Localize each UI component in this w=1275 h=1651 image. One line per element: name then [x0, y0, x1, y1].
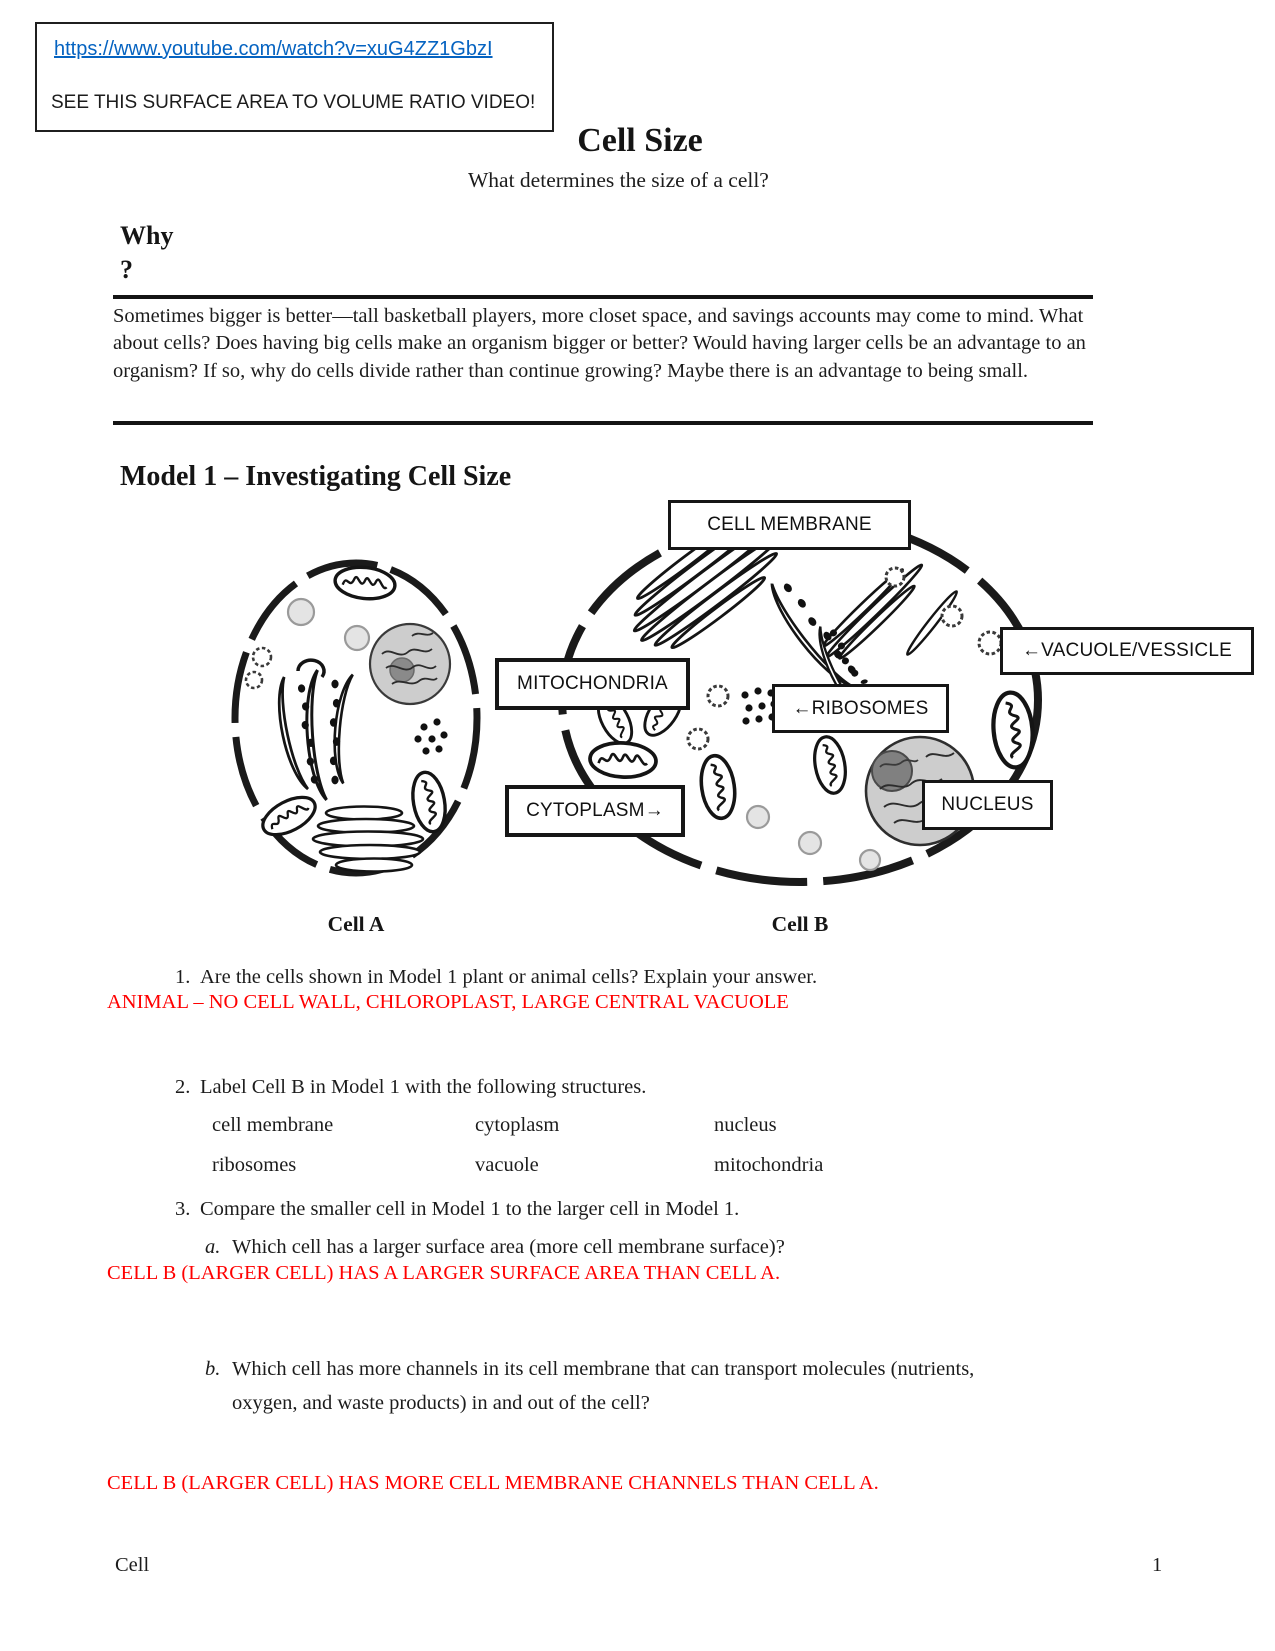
question-3a-letter: a. — [205, 1236, 221, 1258]
structure-item: ribosomes — [212, 1154, 297, 1176]
question-3b-letter: b. — [205, 1358, 221, 1380]
vesicle-icon — [288, 599, 314, 625]
youtube-link[interactable]: https://www.youtube.com/watch?v=xuG4ZZ1GbzI — [54, 38, 493, 60]
page-title: Cell Size — [577, 122, 703, 159]
structure-item: nucleus — [714, 1114, 777, 1136]
video-link-box — [35, 22, 554, 132]
video-note-text: SEE THIS SURFACE AREA TO VOLUME RATIO VIDEO! — [51, 92, 536, 113]
label-mitochondria: MITOCHONDRIA — [495, 658, 690, 710]
mitochondrion-icon — [589, 741, 657, 779]
ribosome-cluster-drawing — [414, 718, 447, 754]
question-1-number: 1. — [175, 966, 191, 988]
structure-item: cytoplasm — [475, 1114, 560, 1136]
divider-top — [113, 295, 1093, 299]
question-3b-text: Which cell has more channels in its cell membrane that can transport molecules (nutrients, oxygen, and waste products) in and out of the cell? — [232, 1358, 975, 1414]
question-3a-text: Which cell has a larger surface area (more cell membrane surface)? — [232, 1236, 785, 1258]
er-hook-drawing — [298, 660, 324, 677]
question-3 — [175, 1196, 739, 1223]
structure-item: cell membrane — [212, 1114, 334, 1136]
question-2-text: Label Cell B in Model 1 with the following structures. — [200, 1076, 647, 1098]
mitochondrion-icon — [257, 790, 321, 843]
intro-paragraph: Sometimes bigger is better—tall basketball players, more closet space, and savings accounts may come to mind. What about cells? Does having big cells make an organism bigger or better? Would having larger cells be an advantage to an organism? If so, why do cells divide rather than continue growing? Maybe there is an advantage to being small. — [113, 305, 1086, 382]
vacuole-icon — [688, 729, 708, 749]
structure-item: mitochondria — [714, 1154, 824, 1176]
footer-doc-title: Cell — [115, 1554, 150, 1576]
why-heading — [120, 219, 173, 287]
vacuole-icon — [942, 606, 962, 626]
footer-page-number: 1 — [1152, 1554, 1163, 1576]
golgi-drawing — [313, 807, 423, 872]
why-line1: Why — [120, 221, 174, 250]
vesicle-icon — [345, 626, 369, 650]
vesicle-icon — [860, 850, 880, 870]
mitochondrion-icon — [811, 734, 850, 795]
nucleus-drawing — [370, 624, 450, 704]
question-3-number: 3. — [175, 1198, 191, 1220]
question-1 — [175, 964, 817, 991]
vesicle-icon — [246, 672, 262, 688]
answer-3a: CELL B (LARGER CELL) HAS A LARGER SURFACE AREA THAN CELL A. — [107, 1262, 781, 1284]
vesicle-icon — [799, 832, 821, 854]
question-3a — [205, 1234, 785, 1261]
mitochondrion-icon — [990, 691, 1035, 769]
label-vacuole-vessicle: ←VACUOLE/VESSICLE — [1000, 627, 1254, 675]
answer-1: ANIMAL – NO CELL WALL, CHLOROPLAST, LARGE CENTRAL VACUOLE — [107, 991, 789, 1013]
structure-row-2 — [212, 1154, 823, 1177]
label-cytoplasm: CYTOPLASM→ — [505, 785, 685, 837]
vacuole-icon — [886, 568, 904, 586]
structure-row-1 — [212, 1114, 777, 1137]
question-1-text: Are the cells shown in Model 1 plant or animal cells? Explain your answer. — [200, 966, 818, 988]
structure-item: vacuole — [475, 1154, 539, 1176]
divider-bottom — [113, 421, 1093, 425]
label-cell-membrane: CELL MEMBRANE — [668, 500, 911, 550]
why-line2: ? — [120, 255, 133, 284]
question-3b — [205, 1352, 1035, 1420]
page-subtitle: What determines the size of a cell? — [468, 168, 769, 192]
caption-cell-a: Cell A — [327, 912, 385, 936]
label-ribosomes: ←RIBOSOMES — [772, 684, 949, 733]
vacuole-icon — [979, 632, 1001, 654]
cell-a-drawing — [235, 563, 477, 873]
mitochondrion-icon — [697, 754, 738, 821]
model1-heading: Model 1 – Investigating Cell Size — [120, 461, 512, 492]
question-2-number: 2. — [175, 1076, 191, 1098]
vacuole-icon — [708, 686, 728, 706]
answer-3b: CELL B (LARGER CELL) HAS MORE CELL MEMBRANE CHANNELS THAN CELL A. — [107, 1472, 879, 1494]
rough-er-drawing — [271, 670, 353, 801]
question-3-text: Compare the smaller cell in Model 1 to the larger cell in Model 1. — [200, 1198, 740, 1220]
mitochondrion-icon — [334, 564, 397, 601]
question-2 — [175, 1074, 646, 1101]
vesicle-icon — [747, 806, 769, 828]
caption-cell-b: Cell B — [771, 912, 829, 936]
label-nucleus: NUCLEUS — [922, 780, 1053, 830]
vesicle-icon — [253, 648, 271, 666]
